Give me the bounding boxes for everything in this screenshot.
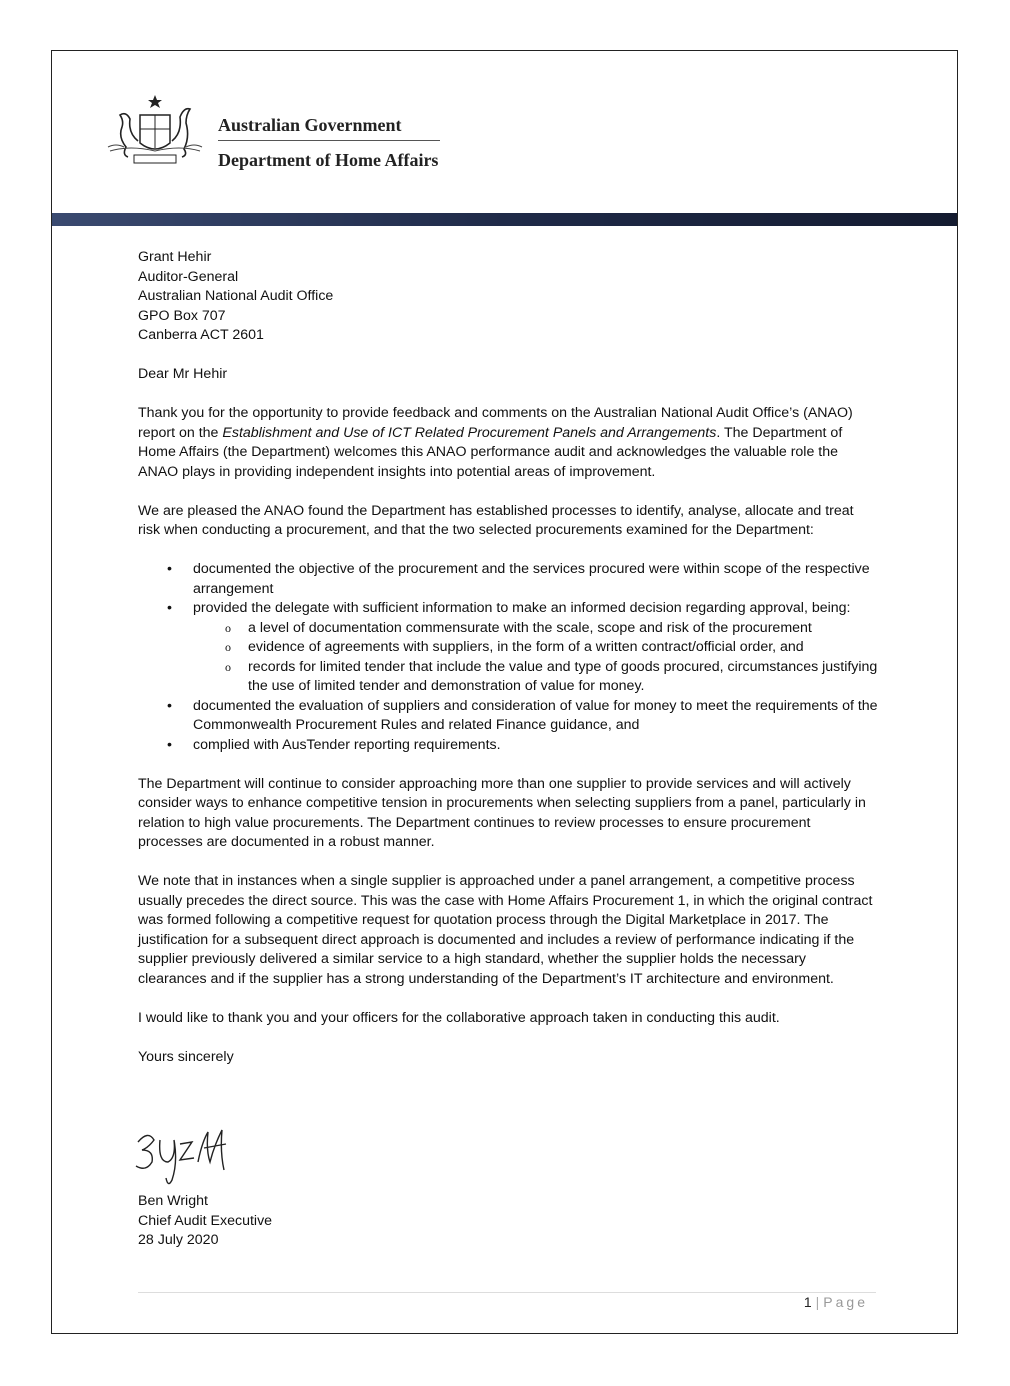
header-band (52, 213, 957, 226)
page-number-value: 1 (803, 1294, 812, 1310)
letter-body (138, 248, 878, 1067)
list-item: • documented the evaluation of suppliers and consideration of value for money to meet the requirements of the Commonwealth Procurement Rules and related Finance guidance, and (193, 697, 878, 736)
paragraph-continue: The Department will continue to consider approaching more than one supplier to provide services and will actively consider ways to enhance competitive tension in procurements when selecting suppliers from a panel, particularly in relation to high value procurements. The Department continues to review processes to ensure procurement processes are documented in a robust manner. (138, 775, 866, 850)
recipient-address (138, 248, 878, 346)
salutation: Dear Mr Hehir (138, 366, 228, 382)
government-name: Australian Government (218, 115, 402, 135)
sub-list-item: o evidence of agreements with suppliers, in the form of a written contract/official order, and (248, 638, 878, 658)
valediction: Yours sincerely (138, 1048, 234, 1065)
paragraph-intro (138, 404, 878, 482)
report-title: Establishment and Use of ICT Related Procurement Panels and Arrangements (222, 424, 717, 441)
sub-list-item: o records for limited tender that include the value and type of goods procured, circumstances justifying the use of limited tender and demonstration of value for money. (248, 658, 878, 697)
paragraph-single-supplier: We note that in instances when a single supplier is approached under a panel arrangement, a competitive process usually precedes the direct source. This was the case with Home Affairs Procurement 1, in which the original contract was formed following a competitive request for quotation process through the Digital Marketplace in 2017. The justification for a subsequent direct approach is documented and includes a review of performance indicating if the supplier previously delivered a similar service to a high standard, whether the supplier holds the necessary clearances and if the supplier has a strong understanding of the Department’s IT architecture and environment. (138, 873, 873, 987)
findings-list (138, 560, 878, 755)
page-number-separator: | (815, 1294, 820, 1310)
letter-date: 28 July 2020 (138, 1232, 219, 1248)
recipient-title: Auditor-General (138, 268, 239, 285)
page-number (804, 1294, 868, 1310)
sub-list-item: o a level of documentation commensurate with the scale, scope and risk of the procurement (248, 619, 878, 639)
paragraph-thanks: I would like to thank you and your officers for the collaborative approach taken in conducting this audit. (138, 1009, 780, 1026)
recipient-organisation: Australian National Audit Office (138, 288, 334, 304)
signatory-name: Ben Wright (138, 1193, 208, 1209)
paragraph-intro-text-a: Thank you for the opportunity to provide feedback and comments on the Australian National Audit Office’s (ANAO) report on the (138, 405, 853, 441)
list-item: • documented the objective of the procurement and the services procured were within scope of the respective arrangement (193, 560, 878, 599)
list-item-text: provided the delegate with sufficient information to make an informed decision regarding approval, being: (193, 600, 851, 616)
recipient-city: Canberra ACT 2601 (138, 327, 264, 343)
paragraph-intro-text-b: . The Department of Home Affairs (the Department) welcomes this ANAO performance audit and acknowledges the valuable role the ANAO plays in providing independent insights into potential areas of improvement. (138, 424, 843, 480)
signature-image (134, 1122, 244, 1192)
recipient-po-box: GPO Box 707 (138, 307, 226, 324)
signatory-block (138, 1192, 272, 1251)
page-label: Page (823, 1294, 868, 1310)
header-divider (218, 140, 440, 141)
list-item: • complied with AusTender reporting requirements. (193, 736, 878, 756)
sub-list (193, 619, 878, 697)
signatory-title: Chief Audit Executive (138, 1212, 273, 1229)
list-item (193, 599, 878, 697)
paragraph-findings: We are pleased the ANAO found the Department has established processes to identify, analyse, allocate and treat risk when conducting a procurement, and that the two selected procurements examined for the Department: (138, 502, 854, 538)
footer-divider (138, 1292, 876, 1293)
coat-of-arms-logo (100, 93, 210, 171)
recipient-name: Grant Hehir (138, 249, 212, 265)
department-name: Department of Home Affairs (218, 150, 439, 170)
